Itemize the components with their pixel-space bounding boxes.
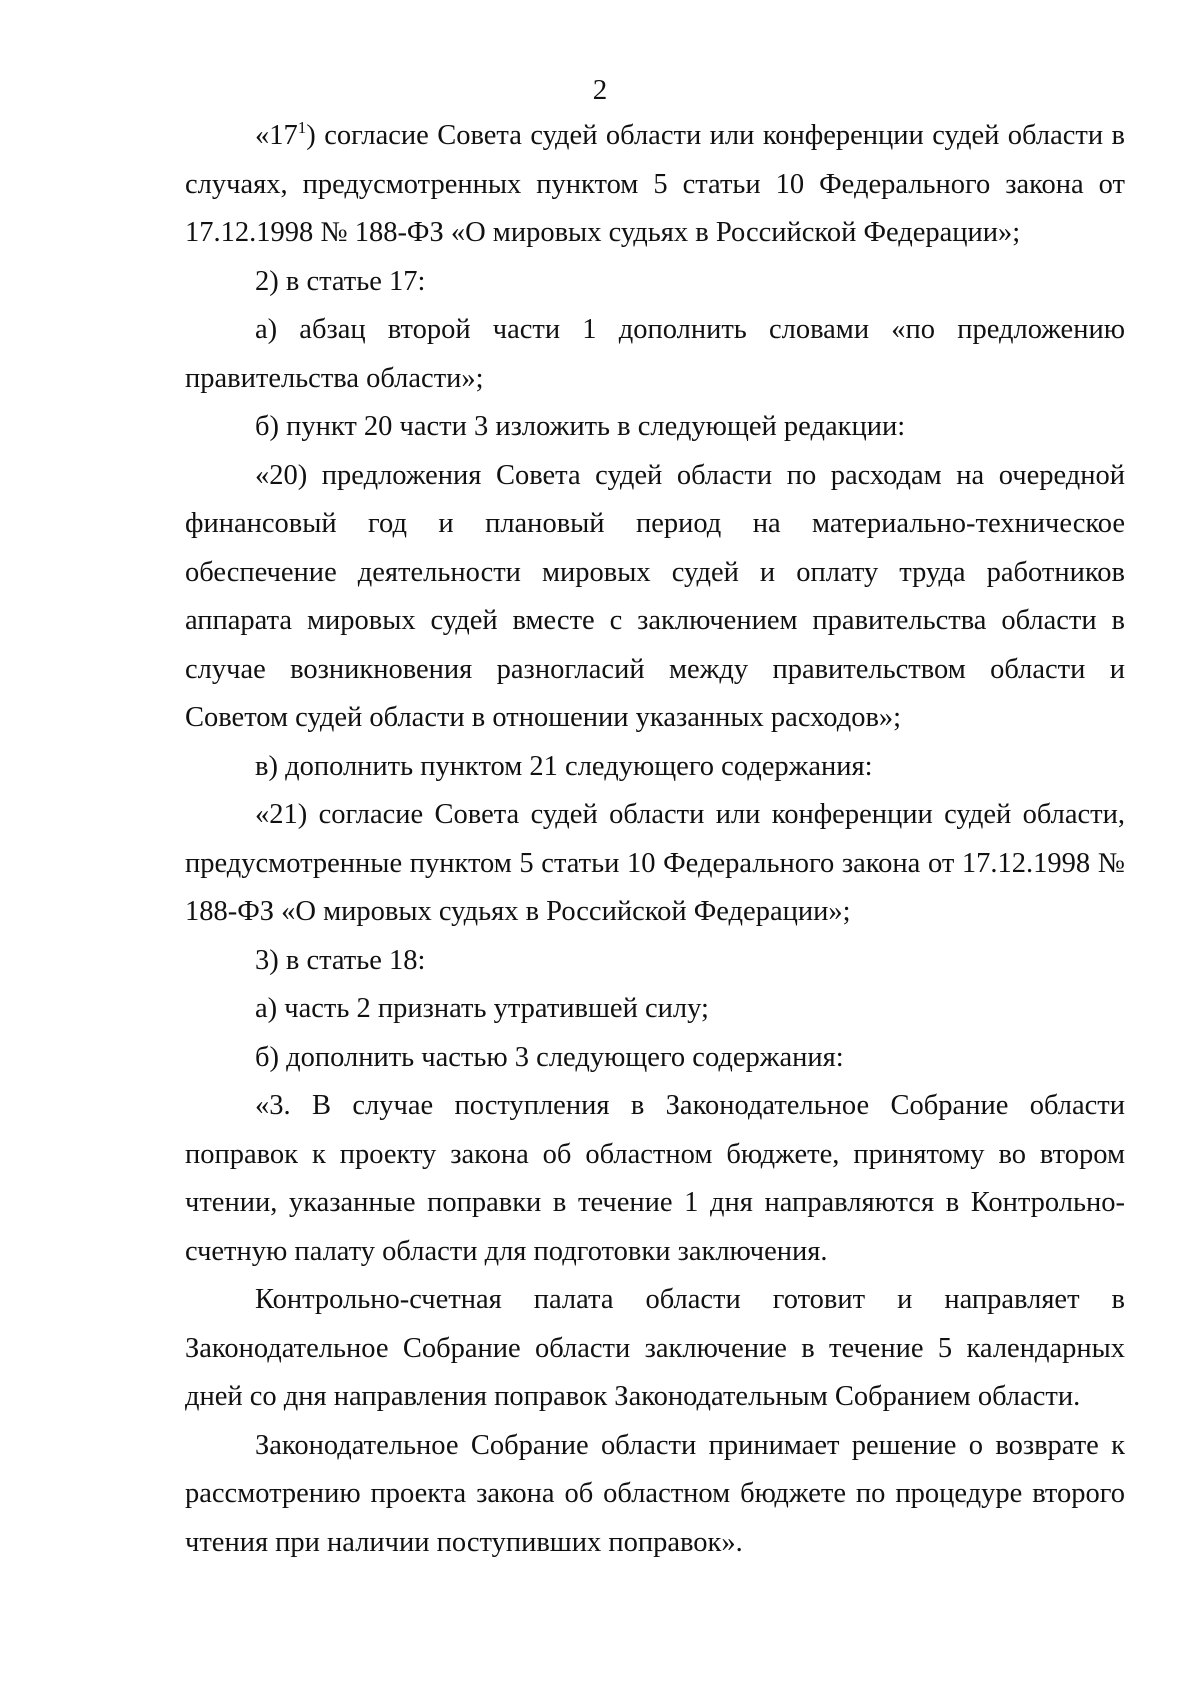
paragraph-legislative-decision: Законодательное Собрание области принимает решение о возврате к рассмотрению проекта закона об областном бюджете по процедуре второго чтения при наличии поступивших поправок». — [185, 1429, 1125, 1558]
paragraph-article-18: 3) в статье 18: — [255, 944, 426, 976]
paragraph-17-1 — [185, 112, 1125, 258]
paragraph-article-17: 2) в статье 17: — [255, 265, 426, 297]
paragraph-17-a: а) абзац второй части 1 дополнить словами «по предложению правительства области»; — [185, 314, 1125, 394]
paragraph-control-chamber: Контрольно-счетная палата области готовит и направляет в Законодательное Собрание области заключение в течение 5 календарных дней со дня направления поправок Законодательным Собранием области. — [185, 1284, 1125, 1412]
paragraph-17-1-text: ) согласие Совета судей области или конференции судей области в случаях, предусмотренных пунктом 5 статьи 10 Федерального закона от 17.12.1998 № 188-ФЗ «О мировых судьях в Российской Федерации»; — [185, 120, 1125, 248]
paragraph-17-b: б) пункт 20 части 3 изложить в следующей редакции: — [255, 411, 906, 442]
paragraph-point-20: «20) предложения Совета судей области по расходам на очередной финансовый год и плановый период на материально-техническое обеспечение деятельности мировых судей и оплату труда работников аппарата мировых судей вместе с заключением правительства области в случае возникновения разногласий между правительством области и Советом судей области в отношении указанных расходов»; — [185, 459, 1125, 733]
document-body — [185, 112, 1125, 1567]
page-number: 2 — [592, 74, 608, 106]
paragraph-point-21: «21) согласие Совета судей области или конференции судей области, предусмотренные пунктом 5 статьи 10 Федерального закона от 17.12.1998 № 188-ФЗ «О мировых судьях в Российской Федерации»; — [185, 799, 1125, 927]
paragraph-17-v: в) дополнить пунктом 21 следующего содержания: — [255, 750, 873, 782]
paragraph-17-1-prefix: «17 — [255, 120, 298, 151]
paragraph-18-a: а) часть 2 признать утратившей силу; — [255, 993, 709, 1024]
paragraph-18-b: б) дополнить частью 3 следующего содержания: — [255, 1041, 844, 1073]
superscript-index: 1 — [297, 118, 307, 137]
paragraph-part-3: «3. В случае поступления в Законодательное Собрание области поправок к проекту закона об областном бюджете, принятому во втором чтении, указанные поправки в течение 1 дня направляются в Контрольно-счетную палату области для подготовки заключения. — [185, 1090, 1125, 1267]
